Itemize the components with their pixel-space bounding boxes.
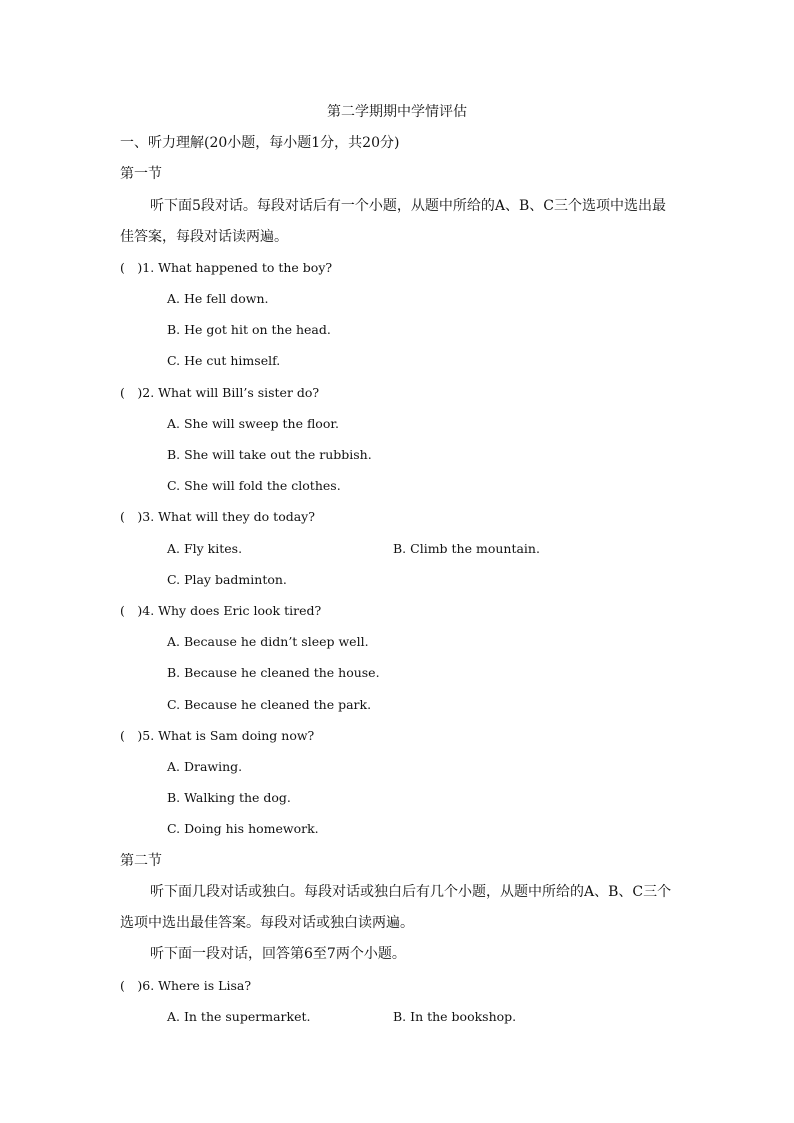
question-stem: ( )5. What is Sam doing now?	[120, 728, 315, 743]
answer-option: C. Play badminton.	[167, 572, 287, 587]
question-stem: ( )2. What will Bill’s sister do?	[120, 385, 320, 400]
question-stem: ( )1. What happened to the boy?	[120, 260, 333, 275]
page-title: 第二学期期中学情评估	[327, 104, 467, 120]
question-stem: ( )4. Why does Eric look tired?	[120, 603, 322, 618]
answer-option: A. She will sweep the floor.	[167, 416, 339, 431]
answer-option: C. He cut himself.	[167, 353, 281, 368]
answer-option: A. Drawing.	[167, 759, 243, 774]
answer-option: C. She will fold the clothes.	[167, 478, 341, 493]
answer-option: B. In the bookshop.	[393, 1009, 517, 1024]
answer-option: B. Walking the dog.	[167, 790, 291, 805]
answer-option: A. Because he didn’t sleep well.	[167, 634, 369, 649]
sub-instruction-text: 听下面一段对话，回答第6至7两个小题。	[150, 946, 406, 962]
answer-option: B. Climb the mountain.	[393, 541, 540, 556]
section-label: 第一节	[120, 166, 162, 182]
answer-option: A. In the supermarket.	[167, 1009, 311, 1024]
answer-option: C. Doing his homework.	[167, 821, 319, 836]
part-heading: 一、听力理解(20小题，每小题1分，共20分)	[120, 135, 400, 151]
question-stem: ( )6. Where is Lisa?	[120, 978, 252, 993]
question-stem: ( )3. What will they do today?	[120, 509, 315, 524]
answer-option: B. Because he cleaned the house.	[167, 665, 380, 680]
answer-option: A. Fly kites.	[167, 541, 243, 556]
answer-option: C. Because he cleaned the park.	[167, 697, 372, 712]
section-label: 第二节	[120, 853, 162, 869]
instruction-text: 选项中选出最佳答案。每段对话或独白读两遍。	[120, 915, 414, 931]
instruction-text: 佳答案，每段对话读两遍。	[120, 229, 288, 245]
answer-option: B. She will take out the rubbish.	[167, 447, 372, 462]
instruction-text: 听下面几段对话或独白。每段对话或独白后有几个小题，从题中所给的A、B、C三个	[150, 884, 672, 900]
answer-option: B. He got hit on the head.	[167, 322, 331, 337]
instruction-text: 听下面5段对话。每段对话后有一个小题，从题中所给的A、B、C三个选项中选出最	[150, 198, 667, 214]
answer-option: A. He fell down.	[167, 291, 269, 306]
